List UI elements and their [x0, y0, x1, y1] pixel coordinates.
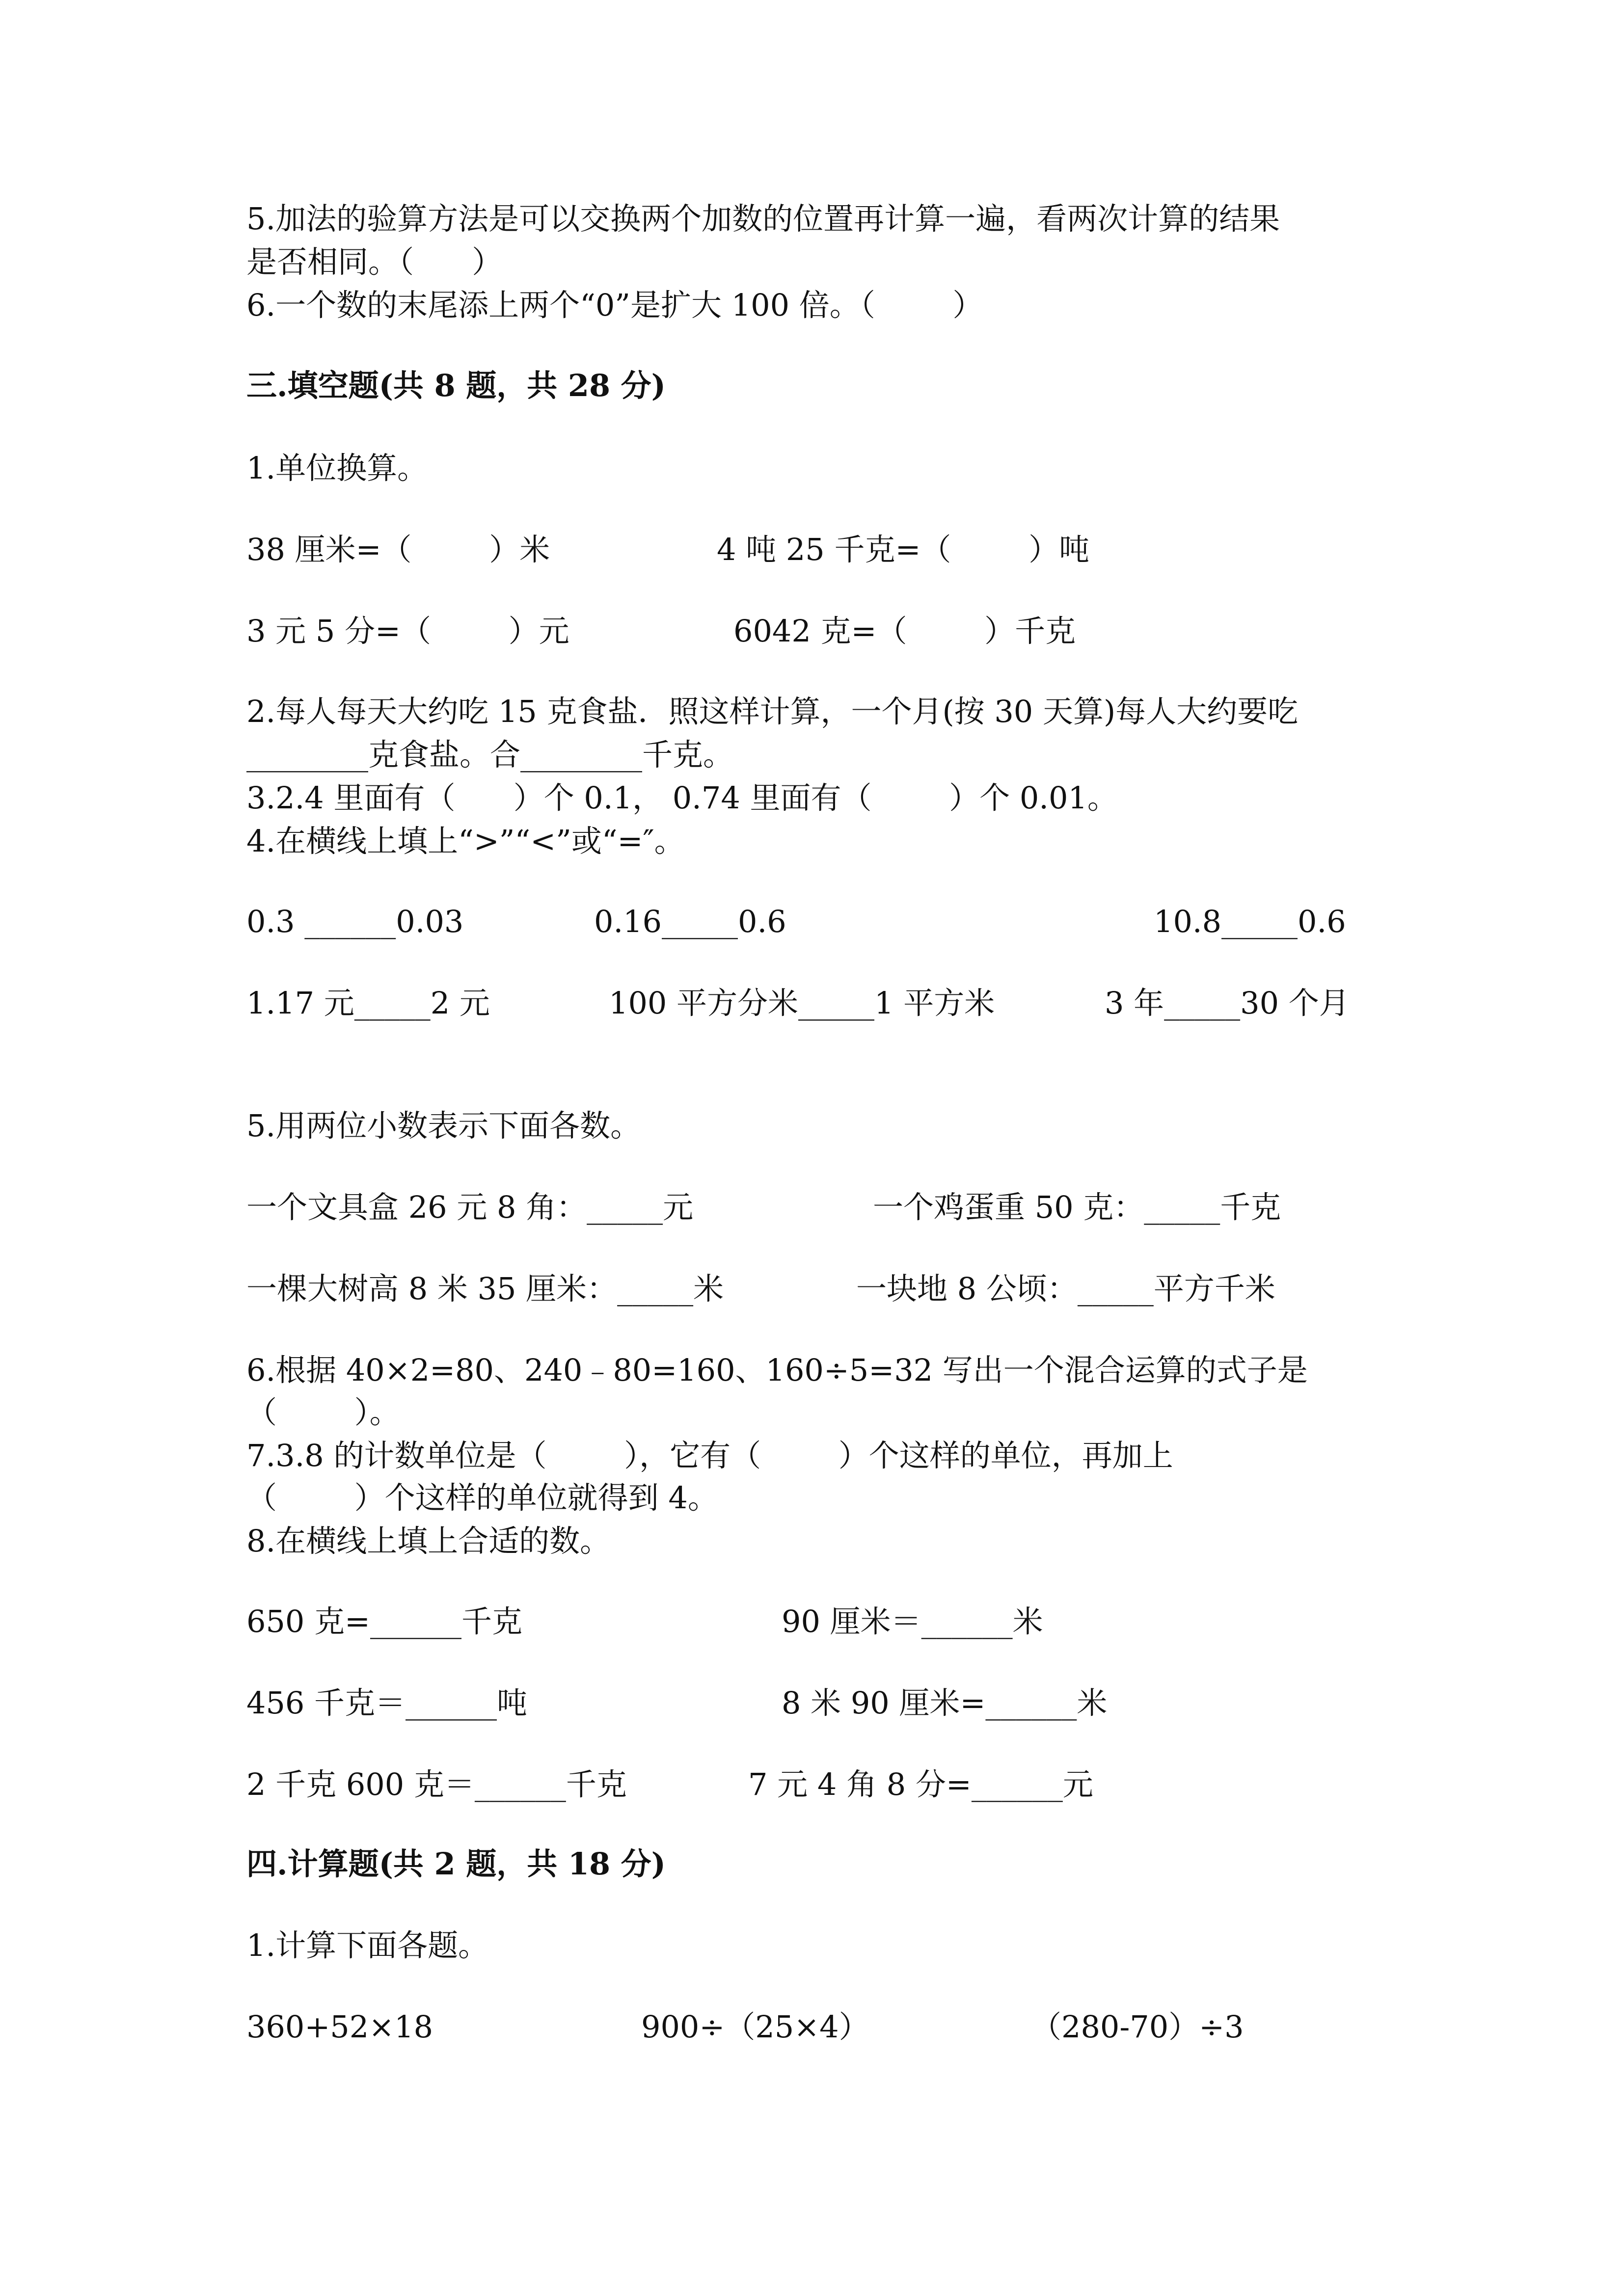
q3-7-line2: （ ）个这样的单位就得到 4。 — [246, 1480, 718, 1516]
q3-1-item: 6042 克=（ ）千克 — [733, 613, 1076, 649]
q3-5-item: 一棵大树高 8 米 35 厘米：_____米 — [246, 1271, 724, 1307]
q3-2-line2: ________克食盐。合________千克。 — [246, 737, 734, 773]
q3-8-item: 8 米 90 厘米=______米 — [782, 1685, 1108, 1721]
q3-6-line2: （ ）。 — [246, 1394, 400, 1430]
q3-1-item: 3 元 5 分=（ ）元 — [246, 613, 569, 649]
q3-4-item: 0.3 ______0.03 — [246, 904, 464, 939]
q4-1-title: 1.计算下面各题。 — [246, 1927, 489, 1963]
q3-8-item: 7 元 4 角 8 分=______元 — [748, 1766, 1093, 1802]
q3-4-item: 1.17 元_____2 元 — [246, 985, 490, 1021]
q3-1-item: 4 吨 25 千克=（ ）吨 — [717, 532, 1090, 567]
q3-4-item: 0.16_____0.6 — [594, 904, 786, 939]
q3-8-item: 90 厘米＝______米 — [782, 1603, 1043, 1639]
q2-5-line2: 是否相同。（ ） — [246, 244, 503, 280]
q3-1-item: 38 厘米=（ ）米 — [246, 532, 550, 567]
q3-5-item: 一块地 8 公顷：_____平方千米 — [856, 1271, 1275, 1307]
q4-1-item: （280-70）÷3 — [1031, 2009, 1244, 2045]
section4-heading: 四.计算题(共 2 题，共 18 分) — [246, 1846, 666, 1882]
q4-1-item: 360+52×18 — [246, 2009, 433, 2045]
q3-8-item: 456 千克＝______吨 — [246, 1685, 528, 1721]
q3-4-item: 3 年_____30 个月 — [1105, 985, 1350, 1021]
q2-6: 6.一个数的末尾添上两个“0”是扩大 100 倍。（ ） — [246, 287, 983, 323]
q3-8-item: 2 千克 600 克＝______千克 — [246, 1766, 627, 1802]
q3-5-title: 5.用两位小数表示下面各数。 — [246, 1108, 641, 1144]
q3-2-line1: 2.每人每天大约吃 15 克食盐．照这样计算，一个月(按 30 天算)每人大约要吃 — [246, 694, 1299, 729]
q3-4-item: 100 平方分米_____1 平方米 — [609, 985, 995, 1021]
q3-8-title: 8.在横线上填上合适的数。 — [246, 1523, 611, 1559]
q4-1-item: 900÷（25×4） — [641, 2009, 869, 2045]
q3-8-item: 650 克=______千克 — [246, 1603, 522, 1639]
q3-4-item: 10.8_____0.6 — [1154, 904, 1346, 939]
q3-5-item: 一个文具盒 26 元 8 角：_____元 — [246, 1189, 694, 1225]
q3-3: 3.2.4 里面有（ ）个 0.1， 0.74 里面有（ ）个 0.01。 — [246, 780, 1118, 816]
q3-7-line1: 7.3.8 的计数单位是（ ），它有（ ）个这样的单位，再加上 — [246, 1438, 1173, 1473]
q3-5-item: 一个鸡蛋重 50 克：_____千克 — [873, 1189, 1281, 1225]
section3-heading: 三.填空题(共 8 题，共 28 分) — [246, 368, 666, 403]
q3-1-title: 1.单位换算。 — [246, 450, 428, 486]
q3-4-title: 4.在横线上填上“>”“<”或“=″。 — [246, 823, 685, 859]
q3-6-line1: 6.根据 40×2=80、240﹣80=160、160÷5=32 写出一个混合运算的式子是 — [246, 1352, 1308, 1388]
q2-5-line1: 5.加法的验算方法是可以交换两个加数的位置再计算一遍，看两次计算的结果 — [246, 201, 1280, 237]
